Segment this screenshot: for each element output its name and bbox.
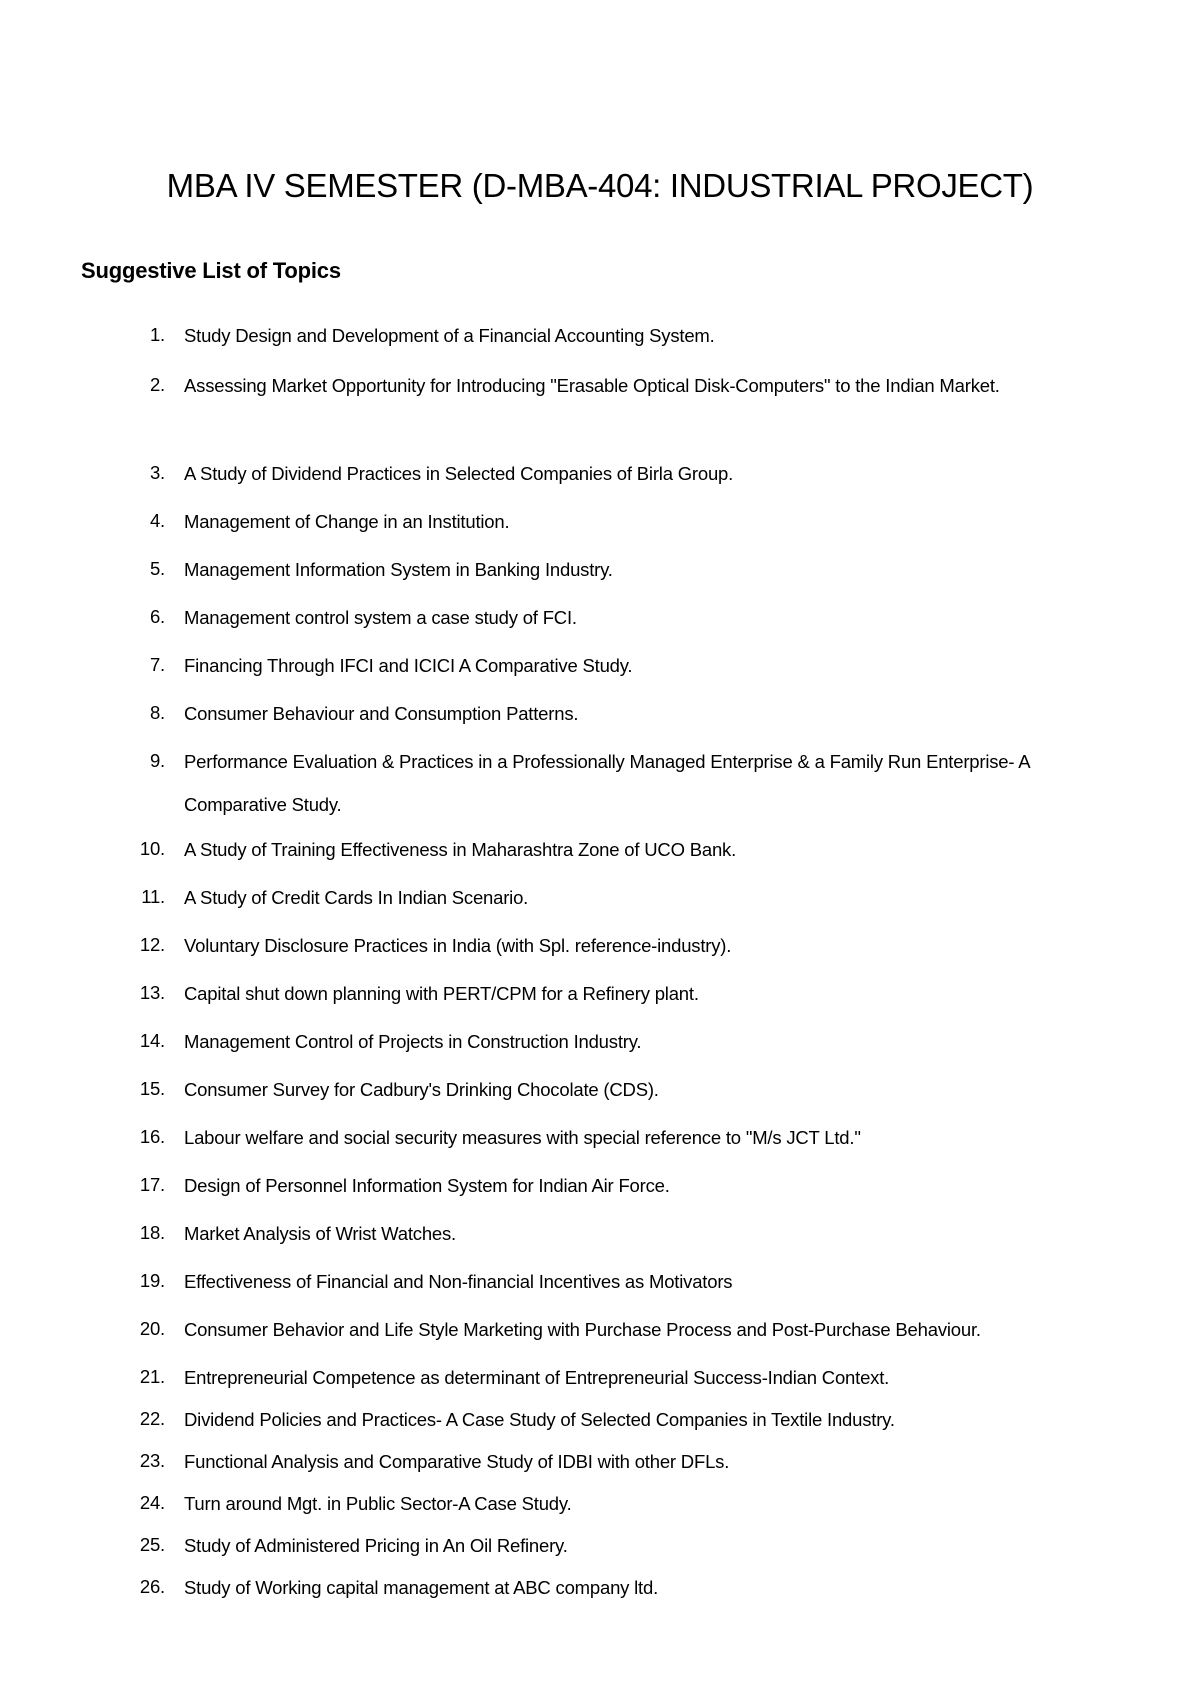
- topic-text: Financing Through IFCI and ICICI A Comparative Study.: [184, 654, 633, 676]
- topic-number: 8.: [149, 702, 165, 723]
- document-title: MBA IV SEMESTER (D-MBA-404: INDUSTRIAL PROJECT): [166, 167, 1034, 204]
- topic-number: 1.: [149, 324, 165, 345]
- topic-number: 12.: [139, 934, 165, 955]
- topic-number: 21.: [139, 1366, 165, 1387]
- topic-number: 25.: [139, 1534, 165, 1555]
- topic-text: Entrepreneurial Competence as determinant of Entrepreneurial Success-Indian Context.: [184, 1366, 890, 1388]
- topic-text: Study of Administered Pricing in An Oil Refinery.: [184, 1534, 568, 1556]
- topic-text: Performance Evaluation & Practices in a Professionally Managed Enterprise & a Family Run Enterprise- A Comparative Study.: [184, 750, 1030, 815]
- topic-text: Consumer Survey for Cadbury's Drinking Chocolate (CDS).: [184, 1078, 659, 1100]
- topic-text: Study of Working capital management at ABC company ltd.: [184, 1576, 659, 1598]
- topic-number: 7.: [149, 654, 165, 675]
- section-heading: Suggestive List of Topics: [81, 258, 341, 283]
- topic-text: Study Design and Development of a Financial Accounting System.: [184, 324, 715, 346]
- topic-number: 17.: [139, 1174, 165, 1195]
- topic-text: Capital shut down planning with PERT/CPM for a Refinery plant.: [184, 982, 699, 1004]
- topic-number: 3.: [149, 462, 165, 483]
- topic-text: A Study of Dividend Practices in Selected Companies of Birla Group.: [184, 462, 734, 484]
- topic-text: Consumer Behavior and Life Style Marketing with Purchase Process and Post-Purchase Behaviour.: [184, 1318, 981, 1340]
- topic-text: Effectiveness of Financial and Non-financial Incentives as Motivators: [184, 1270, 733, 1292]
- topic-text: Design of Personnel Information System for Indian Air Force.: [184, 1174, 670, 1196]
- topic-number: 18.: [139, 1222, 165, 1243]
- topic-text: A Study of Training Effectiveness in Maharashtra Zone of UCO Bank.: [184, 838, 737, 860]
- topic-number: 13.: [139, 982, 165, 1003]
- topic-text: Dividend Policies and Practices- A Case Study of Selected Companies in Textile Industry.: [184, 1408, 895, 1430]
- topic-text: Consumer Behaviour and Consumption Patterns.: [184, 702, 579, 724]
- topic-text: Voluntary Disclosure Practices in India (with Spl. reference-industry).: [184, 934, 732, 956]
- topic-number: 23.: [139, 1450, 165, 1471]
- topic-number: 24.: [139, 1492, 165, 1513]
- topic-text: Turn around Mgt. in Public Sector-A Case Study.: [184, 1492, 572, 1514]
- topic-number: 19.: [139, 1270, 165, 1291]
- topic-number: 6.: [149, 606, 165, 627]
- topic-number: 15.: [139, 1078, 165, 1099]
- topic-number: 11.: [141, 886, 165, 907]
- topic-number: 22.: [139, 1408, 165, 1429]
- topic-text: Assessing Market Opportunity for Introducing "Erasable Optical Disk-Computers" to the Indian Market.: [184, 374, 1000, 396]
- topic-number: 5.: [149, 558, 165, 579]
- topic-text: Management Control of Projects in Construction Industry.: [184, 1030, 642, 1052]
- topic-text: Labour welfare and social security measures with special reference to "M/s JCT Ltd.": [184, 1126, 861, 1148]
- topic-number: 4.: [149, 510, 165, 531]
- topic-text: Management control system a case study of FCI.: [184, 606, 577, 628]
- topic-text: Functional Analysis and Comparative Study of IDBI with other DFLs.: [184, 1450, 730, 1472]
- topic-text: Management of Change in an Institution.: [184, 510, 510, 532]
- topic-text: Market Analysis of Wrist Watches.: [184, 1222, 457, 1244]
- topic-number: 20.: [139, 1318, 165, 1339]
- topic-number: 14.: [139, 1030, 165, 1051]
- topic-text: Management Information System in Banking Industry.: [184, 558, 613, 580]
- topic-number: 9.: [149, 750, 165, 771]
- topic-number: 26.: [139, 1576, 165, 1597]
- topic-text: A Study of Credit Cards In Indian Scenario.: [184, 886, 529, 908]
- topic-number: 16.: [139, 1126, 165, 1147]
- topic-number: 10.: [139, 838, 165, 859]
- topic-number: 2.: [149, 374, 165, 395]
